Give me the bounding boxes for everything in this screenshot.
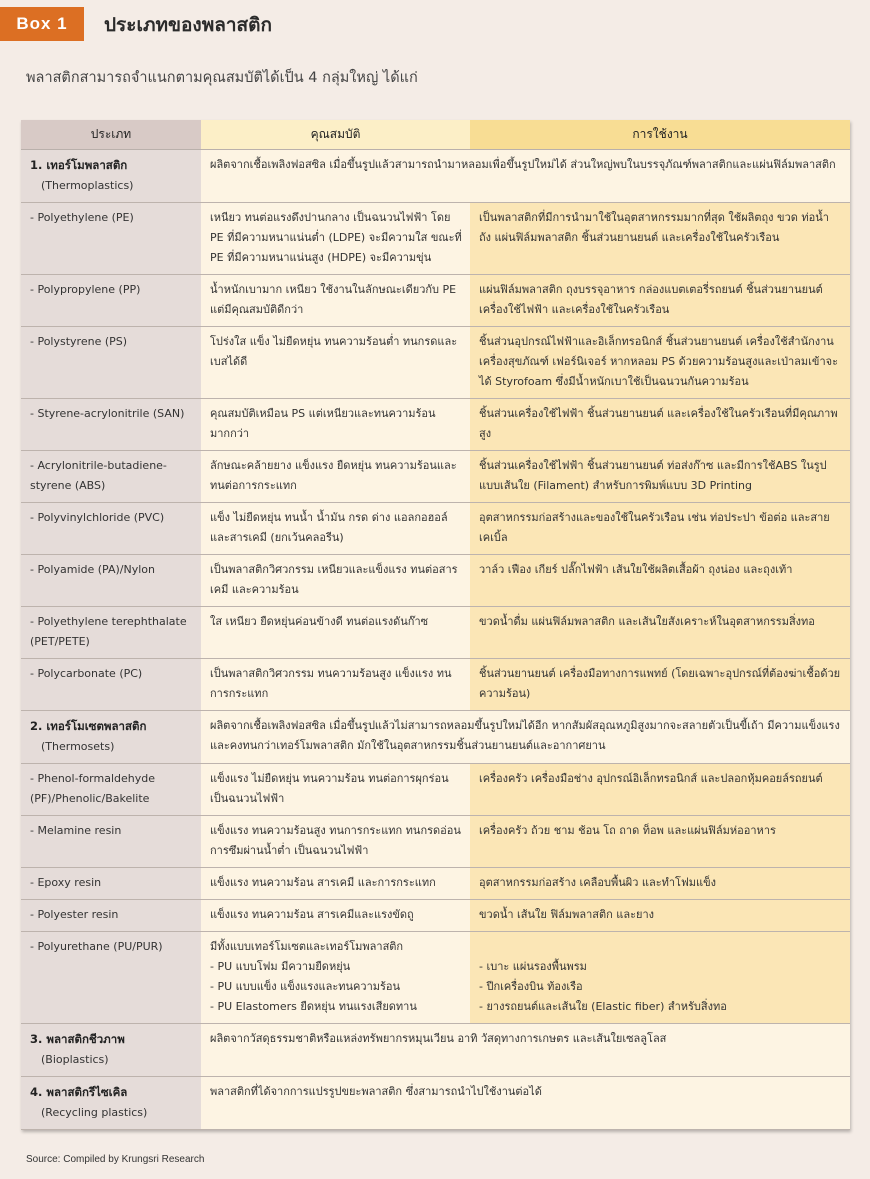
box-tag: Box 1 xyxy=(0,7,84,41)
category-name-en: (Bioplastics) xyxy=(41,1053,109,1066)
category-row xyxy=(21,150,850,203)
category-name: 4. พลาสติกรีไซเคิล xyxy=(30,1085,128,1099)
uses-cell: ขวดน้ำ เส้นใย ฟิล์มพลาสติก และยาง xyxy=(470,900,850,932)
properties-cell: เป็นพลาสติกวิศวกรรม ทนความร้อนสูง แข็งแรง ทนการกระแทก xyxy=(201,659,470,711)
properties-cell: แข็งแรง ทนความร้อนสูง ทนการกระแทก ทนกรดอ่อน การซึมผ่านน้ำต่ำ เป็นฉนวนไฟฟ้า xyxy=(201,816,470,868)
uses-cell: แผ่นฟิล์มพลาสติก ถุงบรรจุอาหาร กล่องแบตเตอรี่รถยนต์ ชิ้นส่วนยานยนต์ เครื่องใช้ไฟฟ้า และเครื่องใช้ในครัวเรือน xyxy=(470,275,850,327)
category-row xyxy=(21,1077,850,1130)
properties-cell: ใส เหนียว ยืดหยุ่นค่อนข้างดี ทนต่อแรงดันก๊าซ xyxy=(201,607,470,659)
properties-cell: น้ำหนักเบามาก เหนียว ใช้งานในลักษณะเดียวกับ PE แต่มีคุณสมบัติดีกว่า xyxy=(201,275,470,327)
plastic-type-cell: - Polycarbonate (PC) xyxy=(21,659,201,711)
source-note: Source: Compiled by Krungsri Research xyxy=(26,1154,205,1165)
plastic-type-cell: - Polyurethane (PU/PUR) xyxy=(21,932,201,1024)
category-name: 3. พลาสติกชีวภาพ xyxy=(30,1032,125,1046)
uses-cell: เป็นพลาสติกที่มีการนำมาใช้ในอุตสาหกรรมมากที่สุด ใช้ผลิตถุง ขวด ท่อน้ำ ถัง แผ่นฟิล์มพลาสติก ชิ้นส่วนยานยนต์ และเครื่องใช้ในครัวเรือน xyxy=(470,203,850,275)
properties-cell: แข็งแรง ทนความร้อน สารเคมี และการกระแทก xyxy=(201,868,470,900)
properties-line: - PU Elastomers ยืดหยุ่น ทนแรงเสียดทาน xyxy=(210,1000,417,1013)
plastic-type-cell: - Polystyrene (PS) xyxy=(21,327,201,399)
category-cell xyxy=(21,711,201,764)
table-row xyxy=(21,327,850,399)
uses-cell: อุตสาหกรรมก่อสร้าง เคลือบพื้นผิว และทำโฟมแข็ง xyxy=(470,868,850,900)
header-uses: การใช้งาน xyxy=(470,120,850,150)
properties-line: - PU แบบแข็ง แข็งแรงและทนความร้อน xyxy=(210,980,401,993)
properties-cell: เป็นพลาสติกวิศวกรรม เหนียวและแข็งแรง ทนต่อสารเคมี และความร้อน xyxy=(201,555,470,607)
plastic-type-cell: - Polyethylene terephthalate (PET/PETE) xyxy=(21,607,201,659)
uses-cell: ชิ้นส่วนเครื่องใช้ไฟฟ้า ชิ้นส่วนยานยนต์ และเครื่องใช้ในครัวเรือนที่มีคุณภาพสูง xyxy=(470,399,850,451)
plastic-type-cell: - Polyethylene (PE) xyxy=(21,203,201,275)
uses-line xyxy=(479,937,842,957)
intro-text: พลาสติกสามารถจำแนกตามคุณสมบัติได้เป็น 4 กลุ่มใหญ่ ได้แก่ xyxy=(26,70,418,86)
table-row xyxy=(21,764,850,816)
page-title: ประเภทของพลาสติก xyxy=(104,14,272,36)
uses-cell: อุตสาหกรรมก่อสร้างและของใช้ในครัวเรือน เช่น ท่อประปา ข้อต่อ และสายเคเบิ้ล xyxy=(470,503,850,555)
table-row xyxy=(21,607,850,659)
properties-line: มีทั้งแบบเทอร์โมเซตและเทอร์โมพลาสติก xyxy=(210,940,404,953)
plastic-type-cell: - Polypropylene (PP) xyxy=(21,275,201,327)
category-name: 1. เทอร์โมพลาสติก xyxy=(30,158,128,172)
uses-cell: ชิ้นส่วนยานยนต์ เครื่องมือทางการแพทย์ (โดยเฉพาะอุปกรณ์ที่ต้องฆ่าเชื้อด้วยความร้อน) xyxy=(470,659,850,711)
properties-cell: ลักษณะคล้ายยาง แข็งแรง ยืดหยุ่น ทนความร้อนและทนต่อการกระแทก xyxy=(201,451,470,503)
table-row xyxy=(21,503,850,555)
header-type: ประเภท xyxy=(21,120,201,150)
category-cell xyxy=(21,1077,201,1130)
plastic-type-cell: - Polyester resin xyxy=(21,900,201,932)
uses-cell: เครื่องครัว ถ้วย ชาม ช้อน โถ ถาด ท็อพ และแผ่นฟิล์มห่ออาหาร xyxy=(470,816,850,868)
table-row xyxy=(21,203,850,275)
properties-cell: แข็งแรง ไม่ยืดหยุ่น ทนความร้อน ทนต่อการผุกร่อน เป็นฉนวนไฟฟ้า xyxy=(201,764,470,816)
category-row xyxy=(21,711,850,764)
category-description: ผลิตจากเชื้อเพลิงฟอสซิล เมื่อขึ้นรูปแล้วสามารถนำมาหลอมเพื่อขึ้นรูปใหม่ได้ ส่วนใหญ่พบในบรรจุภัณฑ์พลาสติกและแผ่นฟิล์มพลาสติก xyxy=(201,150,850,203)
table-row xyxy=(21,659,850,711)
plastics-table-container xyxy=(21,120,850,1130)
plastic-type-cell: - Phenol-formaldehyde (PF)/Phenolic/Bakelite xyxy=(21,764,201,816)
category-name-en: (Thermoplastics) xyxy=(41,179,134,192)
uses-cell: ชิ้นส่วนอุปกรณ์ไฟฟ้าและอิเล็กทรอนิกส์ ชิ้นส่วนยานยนต์ เครื่องใช้สำนักงาน เครื่องสุขภัณฑ์ เฟอร์นิเจอร์ หากหลอม PS ด้วยความร้อนสูงและเป่าลมเข้าจะได้ Styrofoam ซึ่งมีน้ำหนักเบาใช้เป็นฉนวนกันความร้อน xyxy=(470,327,850,399)
category-cell xyxy=(21,150,201,203)
category-name-en: (Recycling plastics) xyxy=(41,1106,148,1119)
uses-cell: วาล์ว เฟือง เกียร์ ปลั๊กไฟฟ้า เส้นใยใช้ผลิตเสื้อผ้า ถุงน่อง และถุงเท้า xyxy=(470,555,850,607)
properties-cell: แข็งแรง ทนความร้อน สารเคมีและแรงขัดถู xyxy=(201,900,470,932)
plastics-table xyxy=(21,120,850,1130)
properties-cell: คุณสมบัติเหมือน PS แต่เหนียวและทนความร้อนมากกว่า xyxy=(201,399,470,451)
uses-cell: ชิ้นส่วนเครื่องใช้ไฟฟ้า ชิ้นส่วนยานยนต์ ท่อส่งก๊าซ และมีการใช้ABS ในรูปแบบเส้นใย (Filament) สำหรับการพิมพ์แบบ 3D Printing xyxy=(470,451,850,503)
table-row xyxy=(21,399,850,451)
properties-cell: โปร่งใส แข็ง ไม่ยืดหยุ่น ทนความร้อนต่ำ ทนกรดและเบสได้ดี xyxy=(201,327,470,399)
category-name-en: (Thermosets) xyxy=(41,740,115,753)
category-description: ผลิตจากเชื้อเพลิงฟอสซิล เมื่อขึ้นรูปแล้วไม่สามารถหลอมขึ้นรูปใหม่ได้อีก หากสัมผัสอุณหภูมิสูงมากจะสลายตัวเป็นขี้เถ้า มีความแข็งแรงและคงทนกว่าเทอร์โมพลาสติก มักใช้ในอุตสาหกรรมชิ้นส่วนยานยนต์และอากาศยาน xyxy=(201,711,850,764)
properties-line: - PU แบบโฟม มีความยืดหยุ่น xyxy=(210,960,351,973)
table-body xyxy=(21,150,850,1130)
category-description: ผลิตจากวัสดุธรรมชาติหรือแหล่งทรัพยากรหมุนเวียน อาทิ วัสดุทางการเกษตร และเส้นใยเซลลูโลส xyxy=(201,1024,850,1077)
category-row xyxy=(21,1024,850,1077)
header-properties: คุณสมบัติ xyxy=(201,120,470,150)
table-header-row xyxy=(21,120,850,150)
category-description: พลาสติกที่ได้จากการแปรรูปขยะพลาสติก ซึ่งสามารถนำไปใช้งานต่อได้ xyxy=(201,1077,850,1130)
table-row xyxy=(21,555,850,607)
uses-line: - ปีกเครื่องบิน ท้องเรือ xyxy=(479,980,583,993)
properties-cell: แข็ง ไม่ยืดหยุ่น ทนน้ำ น้ำมัน กรด ด่าง แอลกอฮอล์ และสารเคมี (ยกเว้นคลอรีน) xyxy=(201,503,470,555)
table-row xyxy=(21,275,850,327)
plastic-type-cell: - Polyamide (PA)/Nylon xyxy=(21,555,201,607)
plastic-type-cell: - Epoxy resin xyxy=(21,868,201,900)
plastic-type-cell: - Acrylonitrile-butadiene-styrene (ABS) xyxy=(21,451,201,503)
uses-cell: ขวดน้ำดื่ม แผ่นฟิล์มพลาสติก และเส้นใยสังเคราะห์ในอุตสาหกรรมสิ่งทอ xyxy=(470,607,850,659)
table-row xyxy=(21,900,850,932)
properties-cell xyxy=(201,932,470,1024)
properties-cell: เหนียว ทนต่อแรงดึงปานกลาง เป็นฉนวนไฟฟ้า โดย PE ที่มีความหนาแน่นต่ำ (LDPE) จะมีความใส ขณะที่ PE ที่มีความหนาแน่นสูง (HDPE) จะมีความขุ่น xyxy=(201,203,470,275)
plastic-type-cell: - Melamine resin xyxy=(21,816,201,868)
table-row xyxy=(21,932,850,1024)
plastic-type-cell: - Styrene-acrylonitrile (SAN) xyxy=(21,399,201,451)
category-name: 2. เทอร์โมเซตพลาสติก xyxy=(30,719,147,733)
uses-cell: เครื่องครัว เครื่องมือช่าง อุปกรณ์อิเล็กทรอนิกส์ และปลอกหุ้มคอยล์รถยนต์ xyxy=(470,764,850,816)
plastic-type-cell: - Polyvinylchloride (PVC) xyxy=(21,503,201,555)
uses-cell xyxy=(470,932,850,1024)
table-row xyxy=(21,451,850,503)
category-cell xyxy=(21,1024,201,1077)
table-row xyxy=(21,816,850,868)
table-row xyxy=(21,868,850,900)
uses-line: - เบาะ แผ่นรองพื้นพรม xyxy=(479,960,587,973)
uses-line: - ยางรถยนต์และเส้นใย (Elastic fiber) สำหรับสิ่งทอ xyxy=(479,1000,727,1013)
